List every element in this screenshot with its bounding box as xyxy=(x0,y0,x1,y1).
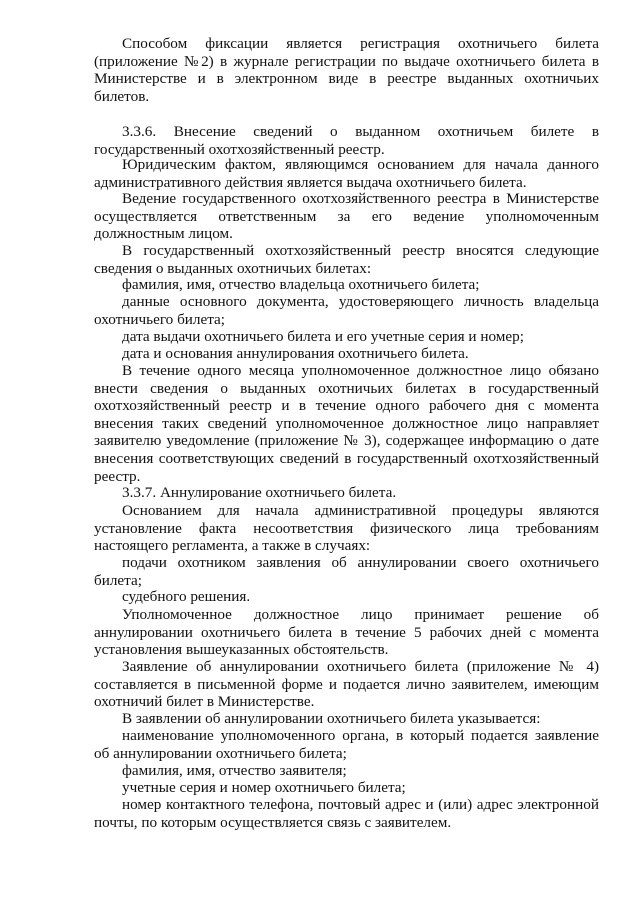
list-item-issue-date: дата выдачи охотничьего билета и его учетные серия и номер; xyxy=(122,328,524,345)
paragraph-legal-fact: Юридическим фактом, являющимся основанием для начала данного административного действия является выдача охотничьего билета. xyxy=(94,156,599,191)
list-item-applicant-name: фамилия, имя, отчество заявителя; xyxy=(122,762,347,779)
paragraph-decision-term: Уполномоченное должностное лицо принимает решение об аннулировании охотничьего билета в течение 5 рабочих дней с момента установления вышеуказанных обстоятельств. xyxy=(94,606,599,659)
paragraph-annulment-basis: Основанием для начала административной процедуры являются установление факта несоответствия физического лица требованиям настоящего регламента, а также в случаях: xyxy=(94,502,599,555)
paragraph-registry-keeping: Ведение государственного охотхозяйственного реестра в Министерстве осуществляется ответственным за его ведение уполномоченным должностным лицом. xyxy=(94,190,599,243)
list-item-hunter-application: подачи охотником заявления об аннулировании своего охотничьего билета; xyxy=(94,554,599,589)
section-heading-3-3-7: 3.3.7. Аннулирование охотничьего билета. xyxy=(122,484,397,501)
paragraph-application-form: Заявление об аннулировании охотничьего билета (приложение № 4) составляется в письменной форме и подается лично заявителем, имеющим охотничий билет в Министерстве. xyxy=(94,658,599,711)
list-item-contacts: номер контактного телефона, почтовый адрес и (или) адрес электронной почты, по которым осуществляется связь с заявителем. xyxy=(94,796,599,831)
paragraph-application-contents: В заявлении об аннулировании охотничьего билета указывается: xyxy=(122,710,541,727)
section-heading-3-3-6: 3.3.6. Внесение сведений о выданном охотничьем билете в государственный охотхозяйственный реестр. xyxy=(94,123,599,158)
paragraph-fixation-method: Способом фиксации является регистрация охотничьего билета (приложение №2) в журнале регистрации по выдаче охотничьего билета в Министерстве и в электронном виде в реестре выданных охотничьих билетов. xyxy=(94,35,599,105)
paragraph-registry-contents: В государственный охотхозяйственный реестр вносятся следующие сведения о выданных охотничьих билетах: xyxy=(94,242,599,277)
list-item-ticket-number: учетные серия и номер охотничьего билета; xyxy=(122,779,406,796)
paragraph-one-month-deadline: В течение одного месяца уполномоченное должностное лицо обязано внести сведения о выданных охотничьих билетах в государственный охотхозяйственный реестр и в течение одного рабочего дня с момента внесения таких сведений уполномоченное должностное лицо направляет заявителю уведомление (приложение № 3), содержащее информацию о дате внесения соответствующих сведений в государственный охотхозяйственный реестр. xyxy=(94,362,599,485)
list-item-court-decision: судебного решения. xyxy=(122,588,251,605)
list-item-annulment-date: дата и основания аннулирования охотничьего билета. xyxy=(122,345,469,362)
list-item-identity-document: данные основного документа, удостоверяющего личность владельца охотничьего билета; xyxy=(94,293,599,328)
list-item-owner-name: фамилия, имя, отчество владельца охотничьего билета; xyxy=(122,276,480,293)
list-item-authority-name: наименование уполномоченного органа, в который подается заявление об аннулировании охотничьего билета; xyxy=(94,727,599,762)
